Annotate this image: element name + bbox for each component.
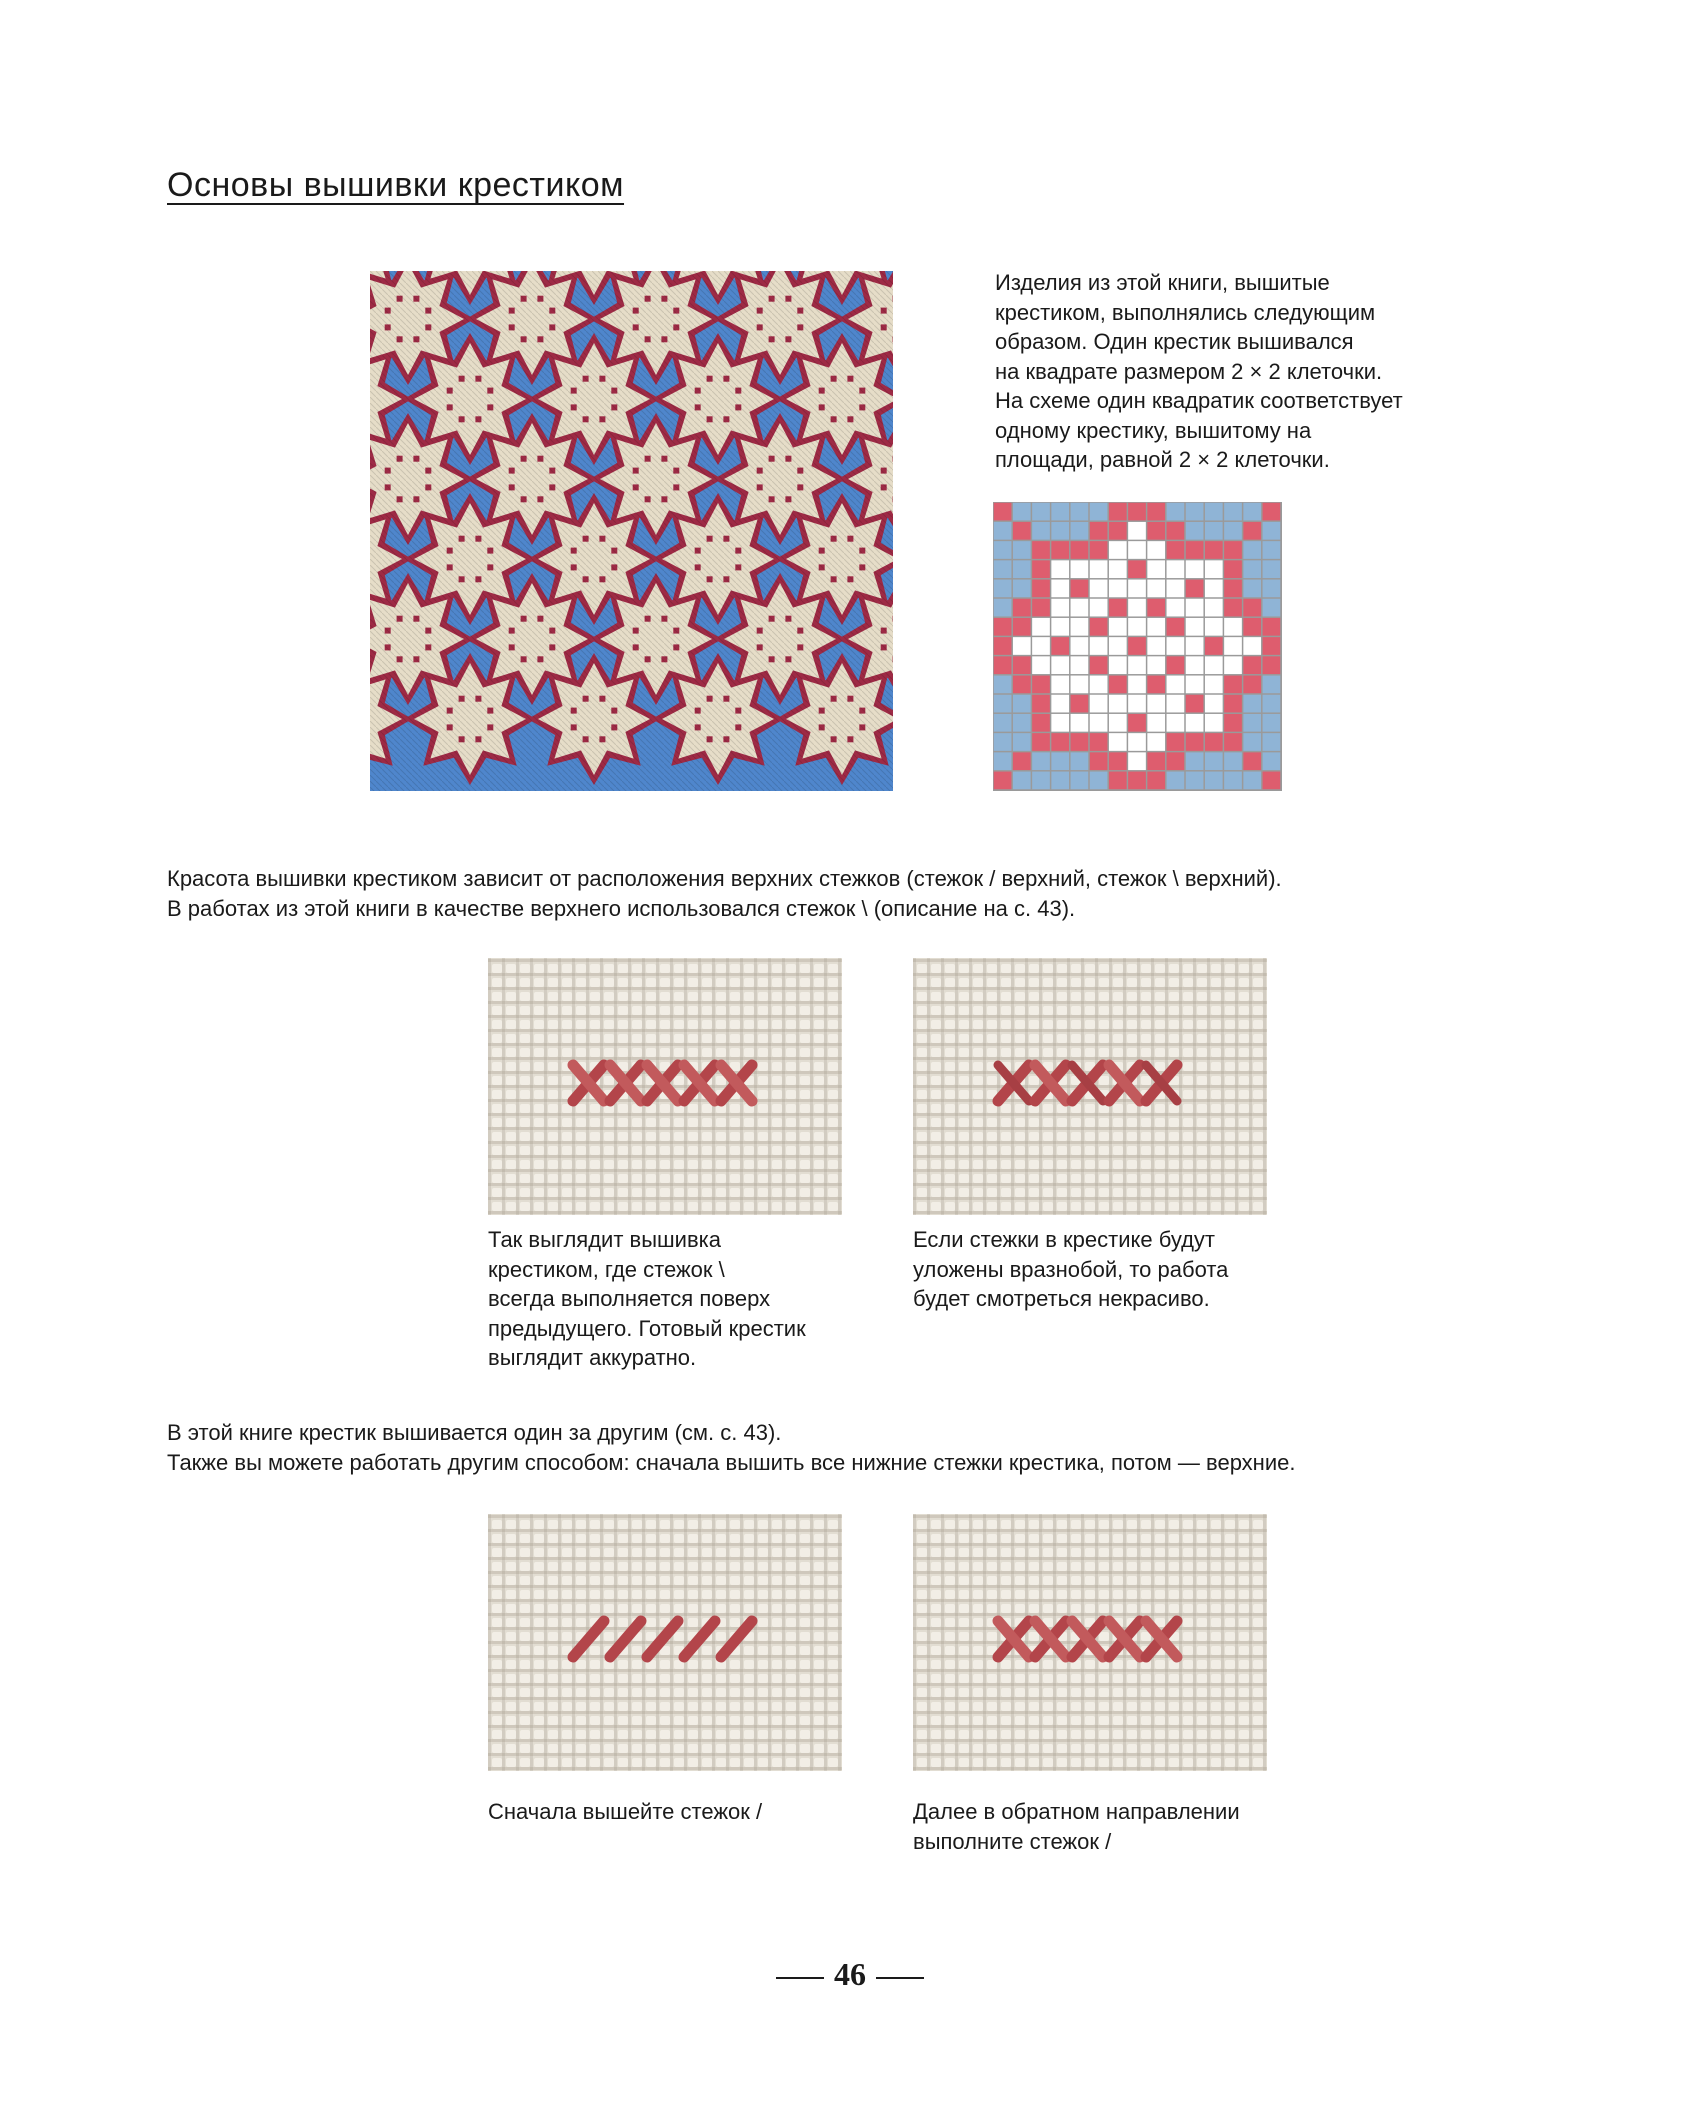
- chart-cell: [1243, 656, 1261, 674]
- caption-line: уложены вразнобой, то работа: [913, 1256, 1229, 1282]
- chart-cell: [994, 618, 1012, 636]
- chart-cell: [1224, 560, 1242, 578]
- stitch-photo-neat: [488, 958, 842, 1215]
- chart-cell: [1109, 752, 1127, 770]
- chart-cell: [1090, 580, 1108, 598]
- chart-cell: [1243, 772, 1261, 790]
- chart-cell: [1167, 637, 1185, 655]
- caption-line: Сначала вышейте стежок /: [488, 1799, 763, 1824]
- chart-cell: [1051, 695, 1069, 713]
- intro-line: Изделия из этой книги, вышитые: [995, 270, 1330, 295]
- chart-cell: [1224, 637, 1242, 655]
- chart-cell: [1205, 541, 1223, 559]
- chart-cell: [1263, 599, 1281, 617]
- chart-cell: [1071, 522, 1089, 540]
- chart-cell: [1243, 695, 1261, 713]
- chart-cell: [1243, 733, 1261, 751]
- chart-cell: [994, 772, 1012, 790]
- chart-cell: [1128, 752, 1146, 770]
- stitch-photo-messy: [913, 958, 1267, 1215]
- chart-cell: [1090, 618, 1108, 636]
- chart-cell: [1051, 560, 1069, 578]
- chart-cell: [1032, 695, 1050, 713]
- chart-cell: [994, 637, 1012, 655]
- chart-cell: [1167, 752, 1185, 770]
- chart-cell: [1109, 580, 1127, 598]
- chart-cell: [1013, 599, 1031, 617]
- chart-cell: [994, 714, 1012, 732]
- chart-cell: [1128, 522, 1146, 540]
- chart-cell: [1071, 618, 1089, 636]
- stitch-photo-return-pass: [913, 1514, 1267, 1771]
- chart-cell: [1167, 656, 1185, 674]
- chart-cell: [1032, 714, 1050, 732]
- chart-cell: [1186, 580, 1204, 598]
- chart-cell: [1128, 714, 1146, 732]
- chart-cell: [1167, 599, 1185, 617]
- chart-cell: [994, 752, 1012, 770]
- chart-cell: [1013, 714, 1031, 732]
- chart-cell: [994, 733, 1012, 751]
- chart-cell: [1051, 637, 1069, 655]
- caption-messy: [913, 1225, 1228, 1314]
- chart-cell: [1224, 656, 1242, 674]
- chart-cell: [1032, 503, 1050, 521]
- chart-cell: [1243, 752, 1261, 770]
- chart-cell: [1224, 772, 1242, 790]
- chart-cell: [1128, 541, 1146, 559]
- page-number-value: 46: [834, 1956, 866, 1992]
- chart-cell: [1051, 772, 1069, 790]
- caption-line: будет смотреться некрасиво.: [913, 1286, 1210, 1311]
- chart-cell: [1147, 618, 1165, 636]
- caption-line: Так выглядит вышивка: [488, 1227, 721, 1252]
- chart-cell: [1071, 503, 1089, 521]
- intro-text: [995, 268, 1465, 475]
- chart-cell: [1186, 656, 1204, 674]
- caption-line: выглядит аккуратно.: [488, 1345, 697, 1370]
- chart-cell: [1032, 618, 1050, 636]
- chart-cell: [1109, 714, 1127, 732]
- chart-cell: [1109, 599, 1127, 617]
- chart-cell: [1224, 503, 1242, 521]
- chart-cell: [994, 676, 1012, 694]
- chart-cell: [1186, 599, 1204, 617]
- chart-cell: [1109, 503, 1127, 521]
- chart-cell: [1263, 522, 1281, 540]
- chart-cell: [1186, 522, 1204, 540]
- chart-cell: [1186, 733, 1204, 751]
- chart-cell: [1051, 503, 1069, 521]
- page-number-dash: [776, 1977, 824, 1979]
- chart-cell: [1147, 580, 1165, 598]
- chart-cell: [1167, 772, 1185, 790]
- chart-cell: [1013, 522, 1031, 540]
- chart-cell: [1051, 714, 1069, 732]
- chart-cell: [1109, 637, 1127, 655]
- chart-cell: [1090, 676, 1108, 694]
- page-title: Основы вышивки крестиком: [167, 166, 625, 204]
- chart-cell: [1186, 560, 1204, 578]
- chart-cell: [1147, 503, 1165, 521]
- intro-line: площади, равной 2 × 2 клеточки.: [995, 447, 1330, 472]
- chart-cell: [1032, 656, 1050, 674]
- chart-cell: [1263, 752, 1281, 770]
- chart-cell: [1224, 541, 1242, 559]
- embroidery-sample-photo: [370, 271, 893, 791]
- chart-cell: [1205, 656, 1223, 674]
- chart-cell: [1109, 618, 1127, 636]
- chart-cell: [1147, 676, 1165, 694]
- chart-cell: [1167, 541, 1185, 559]
- chart-cell: [1186, 695, 1204, 713]
- chart-cell: [1128, 560, 1146, 578]
- chart-cell: [994, 560, 1012, 578]
- chart-cell: [1263, 541, 1281, 559]
- chart-cell: [1147, 637, 1165, 655]
- paragraph-line: Красота вышивки крестиком зависит от расположения верхних стежков (стежок / верхний, стежок \ верхний).: [167, 866, 1282, 891]
- intro-line: одному крестику, вышитому на: [995, 417, 1312, 443]
- chart-cell: [1071, 541, 1089, 559]
- chart-cell: [1224, 676, 1242, 694]
- chart-cell: [1032, 733, 1050, 751]
- chart-cell: [1032, 580, 1050, 598]
- chart-cell: [1205, 560, 1223, 578]
- chart-cell: [1109, 695, 1127, 713]
- chart-cell: [1109, 541, 1127, 559]
- chart-cell: [1109, 560, 1127, 578]
- chart-cell: [1263, 560, 1281, 578]
- chart-cell: [1243, 541, 1261, 559]
- page-number: [0, 1956, 1700, 1993]
- chart-cell: [1186, 541, 1204, 559]
- intro-line: на квадрате размером 2 × 2 клеточки.: [995, 358, 1383, 384]
- chart-cell: [1205, 503, 1223, 521]
- chart-cell: [1071, 637, 1089, 655]
- chart-cell: [1147, 714, 1165, 732]
- chart-cell: [1013, 752, 1031, 770]
- chart-cell: [1109, 733, 1127, 751]
- chart-cell: [1243, 522, 1261, 540]
- chart-cell: [1205, 714, 1223, 732]
- chart-cell: [1205, 772, 1223, 790]
- chart-cell: [1051, 656, 1069, 674]
- chart-cell: [1224, 618, 1242, 636]
- chart-cell: [1205, 522, 1223, 540]
- chart-cell: [1013, 656, 1031, 674]
- caption-first-pass: [488, 1797, 762, 1827]
- chart-cell: [1224, 599, 1242, 617]
- chart-cell: [1051, 599, 1069, 617]
- chart-cell: [1013, 676, 1031, 694]
- chart-cell: [1071, 599, 1089, 617]
- chart-cell: [994, 503, 1012, 521]
- chart-cell: [1167, 676, 1185, 694]
- chart-cell: [1013, 503, 1031, 521]
- chart-cell: [1186, 637, 1204, 655]
- chart-cell: [1013, 541, 1031, 559]
- chart-cell: [1205, 637, 1223, 655]
- chart-cell: [1167, 733, 1185, 751]
- chart-cell: [1071, 733, 1089, 751]
- chart-cell: [1051, 580, 1069, 598]
- chart-cell: [1147, 560, 1165, 578]
- chart-cell: [1263, 503, 1281, 521]
- chart-cell: [1186, 714, 1204, 732]
- chart-cell: [1147, 541, 1165, 559]
- chart-cell: [1013, 637, 1031, 655]
- chart-cell: [1263, 733, 1281, 751]
- chart-cell: [1090, 714, 1108, 732]
- chart-cell: [1109, 676, 1127, 694]
- chart-cell: [1147, 772, 1165, 790]
- chart-cell: [1263, 580, 1281, 598]
- chart-cell: [1224, 752, 1242, 770]
- chart-cell: [1051, 541, 1069, 559]
- caption-line: Если стежки в крестике будут: [913, 1227, 1216, 1252]
- intro-line: образом. Один крестик вышивался: [995, 329, 1354, 354]
- chart-cell: [1147, 733, 1165, 751]
- paragraph-line: В этой книге крестик вышивается один за другим (см. с. 43).: [167, 1420, 782, 1445]
- chart-cell: [1205, 599, 1223, 617]
- chart-cell: [1071, 676, 1089, 694]
- chart-cell: [1243, 676, 1261, 694]
- chart-cell: [1128, 503, 1146, 521]
- chart-cell: [1071, 695, 1089, 713]
- chart-cell: [1243, 580, 1261, 598]
- chart-cell: [1032, 560, 1050, 578]
- chart-cell: [1243, 560, 1261, 578]
- chart-cell: [1051, 676, 1069, 694]
- chart-cell: [1128, 772, 1146, 790]
- chart-cell: [1128, 656, 1146, 674]
- chart-cell: [994, 522, 1012, 540]
- chart-cell: [994, 695, 1012, 713]
- caption-line: Далее в обратном направлении: [913, 1799, 1240, 1824]
- caption-return-pass: [913, 1797, 1240, 1856]
- paragraph-alternative-method: [167, 1418, 1295, 1478]
- cross-stitch-chart: [993, 502, 1282, 791]
- chart-cell: [994, 656, 1012, 674]
- chart-cell: [1186, 772, 1204, 790]
- caption-line: всегда выполняется поверх: [488, 1286, 771, 1311]
- chart-cell: [1090, 599, 1108, 617]
- chart-cell: [1224, 733, 1242, 751]
- chart-cell: [1032, 637, 1050, 655]
- chart-cell: [1032, 522, 1050, 540]
- chart-cell: [1090, 541, 1108, 559]
- paragraph-line: Также вы можете работать другим способом: сначала вышить все нижние стежки крестика, потом — верхние.: [167, 1450, 1296, 1475]
- chart-cell: [1128, 695, 1146, 713]
- caption-line: выполните стежок /: [913, 1828, 1112, 1854]
- chart-cell: [1013, 772, 1031, 790]
- chart-cell: [1147, 656, 1165, 674]
- chart-cell: [1186, 503, 1204, 521]
- chart-cell: [1109, 656, 1127, 674]
- chart-cell: [1051, 733, 1069, 751]
- chart-cell: [1051, 752, 1069, 770]
- chart-cell: [1186, 618, 1204, 636]
- chart-cell: [1243, 637, 1261, 655]
- chart-cell: [1167, 714, 1185, 732]
- caption-line: крестиком, где стежок \: [488, 1256, 725, 1282]
- chart-cell: [1128, 618, 1146, 636]
- chart-cell: [1090, 772, 1108, 790]
- chart-cell: [1071, 560, 1089, 578]
- chart-cell: [1205, 733, 1223, 751]
- page-number-dash: [876, 1977, 924, 1979]
- chart-cell: [1205, 676, 1223, 694]
- chart-cell: [1147, 752, 1165, 770]
- chart-cell: [1224, 695, 1242, 713]
- chart-cell: [1090, 503, 1108, 521]
- chart-cell: [1224, 580, 1242, 598]
- chart-cell: [1205, 618, 1223, 636]
- chart-cell: [1090, 522, 1108, 540]
- chart-cell: [1109, 522, 1127, 540]
- chart-cell: [1090, 695, 1108, 713]
- chart-cell: [1167, 503, 1185, 521]
- chart-cell: [1205, 580, 1223, 598]
- chart-cell: [1109, 772, 1127, 790]
- chart-cell: [1013, 695, 1031, 713]
- chart-cell: [994, 580, 1012, 598]
- chart-cell: [1090, 637, 1108, 655]
- chart-cell: [1032, 772, 1050, 790]
- intro-line: крестиком, выполнялись следующим: [995, 299, 1376, 325]
- paragraph-top-stitch: [167, 864, 1282, 924]
- chart-cell: [1013, 733, 1031, 751]
- chart-cell: [1186, 676, 1204, 694]
- chart-cell: [1128, 733, 1146, 751]
- chart-cell: [1205, 752, 1223, 770]
- chart-cell: [1032, 599, 1050, 617]
- chart-cell: [1013, 618, 1031, 636]
- chart-cell: [1071, 580, 1089, 598]
- chart-cell: [1167, 522, 1185, 540]
- chart-cell: [1167, 695, 1185, 713]
- chart-cell: [1263, 695, 1281, 713]
- chart-cell: [1071, 772, 1089, 790]
- chart-cell: [1051, 618, 1069, 636]
- chart-cell: [1128, 580, 1146, 598]
- chart-cell: [1243, 599, 1261, 617]
- chart-cell: [1263, 714, 1281, 732]
- chart-cell: [1032, 752, 1050, 770]
- chart-cell: [1090, 560, 1108, 578]
- chart-cell: [1071, 714, 1089, 732]
- chart-cell: [1205, 695, 1223, 713]
- chart-cell: [1263, 656, 1281, 674]
- chart-cell: [1263, 637, 1281, 655]
- chart-cell: [1128, 676, 1146, 694]
- chart-cell: [1128, 637, 1146, 655]
- chart-cell: [994, 541, 1012, 559]
- chart-cell: [1243, 618, 1261, 636]
- chart-cell: [1051, 522, 1069, 540]
- chart-cell: [1167, 560, 1185, 578]
- caption-line: предыдущего. Готовый крестик: [488, 1315, 806, 1341]
- chart-cell: [1147, 522, 1165, 540]
- chart-cell: [1032, 541, 1050, 559]
- chart-cell: [1147, 599, 1165, 617]
- chart-cell: [1071, 752, 1089, 770]
- chart-cell: [1013, 580, 1031, 598]
- chart-cell: [1224, 714, 1242, 732]
- chart-cell: [1263, 772, 1281, 790]
- paragraph-line: В работах из этой книги в качестве верхнего использовался стежок \ (описание на с. 43).: [167, 896, 1076, 921]
- chart-cell: [1186, 752, 1204, 770]
- caption-neat: [488, 1225, 806, 1373]
- chart-cell: [1263, 618, 1281, 636]
- chart-cell: [1167, 618, 1185, 636]
- chart-cell: [994, 599, 1012, 617]
- stitch-photo-first-pass: [488, 1514, 842, 1771]
- chart-cell: [1090, 752, 1108, 770]
- chart-cell: [1071, 656, 1089, 674]
- chart-cell: [1090, 656, 1108, 674]
- intro-line: На схеме один квадратик соответствует: [995, 388, 1403, 413]
- chart-cell: [1147, 695, 1165, 713]
- chart-cell: [1224, 522, 1242, 540]
- chart-cell: [1243, 714, 1261, 732]
- chart-cell: [1128, 599, 1146, 617]
- chart-cell: [1167, 580, 1185, 598]
- chart-cell: [1243, 503, 1261, 521]
- chart-cell: [1090, 733, 1108, 751]
- chart-cell: [1263, 676, 1281, 694]
- chart-cell: [1032, 676, 1050, 694]
- chart-cell: [1013, 560, 1031, 578]
